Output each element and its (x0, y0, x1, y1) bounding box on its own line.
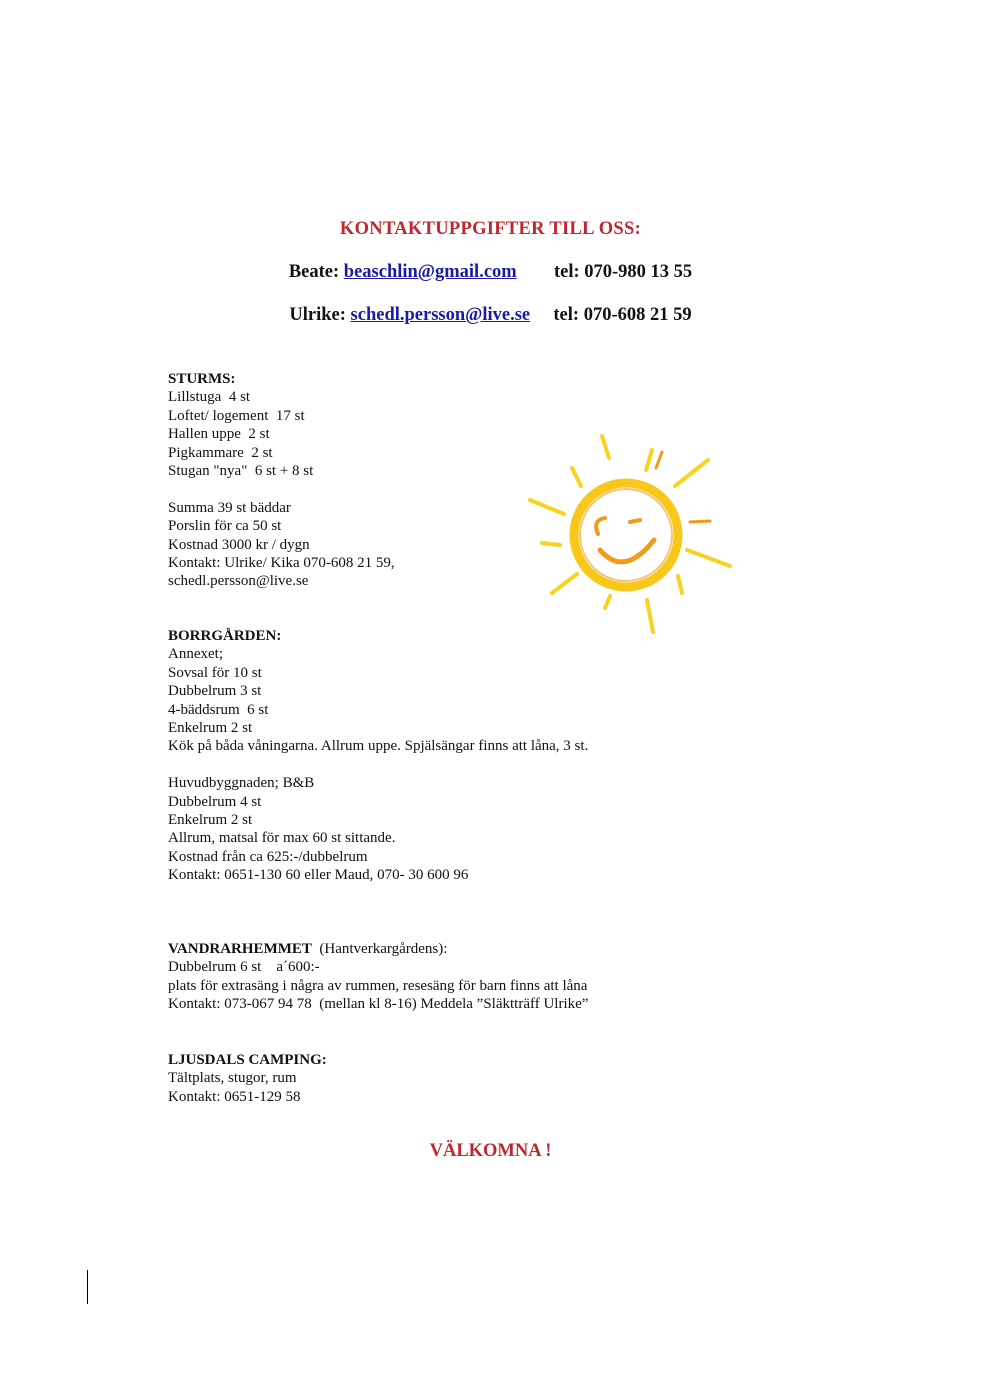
text-line: Pigkammare 2 st (168, 444, 273, 461)
text-line: Allrum, matsal för max 60 st sittande. (168, 830, 396, 847)
section-vandrarhemmet (168, 940, 588, 1014)
text-line: Kostnad från ca 625:-/dubbelrum (168, 848, 368, 865)
text-line: schedl.persson@live.se (168, 573, 309, 590)
text-line: Lillstuga 4 st (168, 389, 251, 406)
text-line: Annexet; (168, 646, 223, 663)
text-line: Summa 39 st bäddar (168, 499, 291, 516)
text-line: 4-bäddsrum 6 st (168, 701, 269, 718)
section-borrgarden (168, 627, 588, 885)
text-line: Loftet/ logement 17 st (168, 407, 305, 424)
margin-marker (87, 1270, 88, 1304)
section-sturms (168, 370, 395, 591)
text-line: Hallen uppe 2 st (168, 426, 270, 443)
section-subheading: (Hantverkargårdens): (311, 941, 448, 957)
text-line: Kök på båda våningarna. Allrum uppe. Spjälsängar finns att låna, 3 st. (168, 738, 589, 755)
text-line: Stugan "nya" 6 st + 8 st (168, 463, 314, 480)
text-line: Kontakt: 0651-129 58 (168, 1088, 301, 1105)
contact-label: Beate: (288, 262, 340, 282)
text-line: Kontakt: 0651-130 60 eller Maud, 070- 30 600 96 (168, 867, 469, 884)
page-title: KONTAKTUPPGIFTER TILL OSS: (339, 219, 642, 239)
section-camping (168, 1051, 327, 1106)
email-link-beate[interactable]: beaschlin@gmail.com (343, 262, 517, 282)
contact-phone: tel: 070-608 21 59 (553, 305, 692, 325)
text-line: Huvudbyggnaden; B&B (168, 775, 315, 792)
email-link-ulrike[interactable]: schedl.persson@live.se (350, 305, 531, 325)
text-line: Kontakt: Ulrike/ Kika 070-608 21 59, (168, 555, 395, 572)
text-line: Kontakt: 073-067 94 78 (mellan kl 8-16) Meddela ”Släktträff Ulrike” (168, 996, 589, 1013)
contact-label: Ulrike: (289, 305, 346, 325)
text-line: Sovsal för 10 st (168, 664, 262, 681)
sun-icon (512, 428, 742, 638)
contact-phone: tel: 070-980 13 55 (553, 262, 693, 282)
contact-beate (0, 262, 981, 283)
text-line: Porslin för ca 50 st (168, 518, 282, 535)
text-line: Dubbelrum 3 st (168, 683, 262, 700)
text-line: Dubbelrum 6 st a´600:- (168, 959, 320, 976)
text-line: Dubbelrum 4 st (168, 793, 262, 810)
text-line: Enkelrum 2 st (168, 720, 253, 737)
text-line: Enkelrum 2 st (168, 812, 253, 829)
section-heading: BORRGÅRDEN: (168, 628, 282, 644)
text-line: plats för extrasäng i några av rummen, resesäng för barn finns att låna (168, 977, 588, 994)
section-heading: LJUSDALS CAMPING: (168, 1052, 327, 1068)
section-heading: STURMS: (168, 371, 236, 387)
contact-ulrike (0, 305, 981, 326)
text-line: Kostnad 3000 kr / dygn (168, 536, 310, 553)
section-heading: VANDRARHEMMET (168, 941, 312, 957)
text-line: Tältplats, stugor, rum (168, 1070, 297, 1087)
welcome-text: VÄLKOMNA ! (429, 1141, 552, 1161)
